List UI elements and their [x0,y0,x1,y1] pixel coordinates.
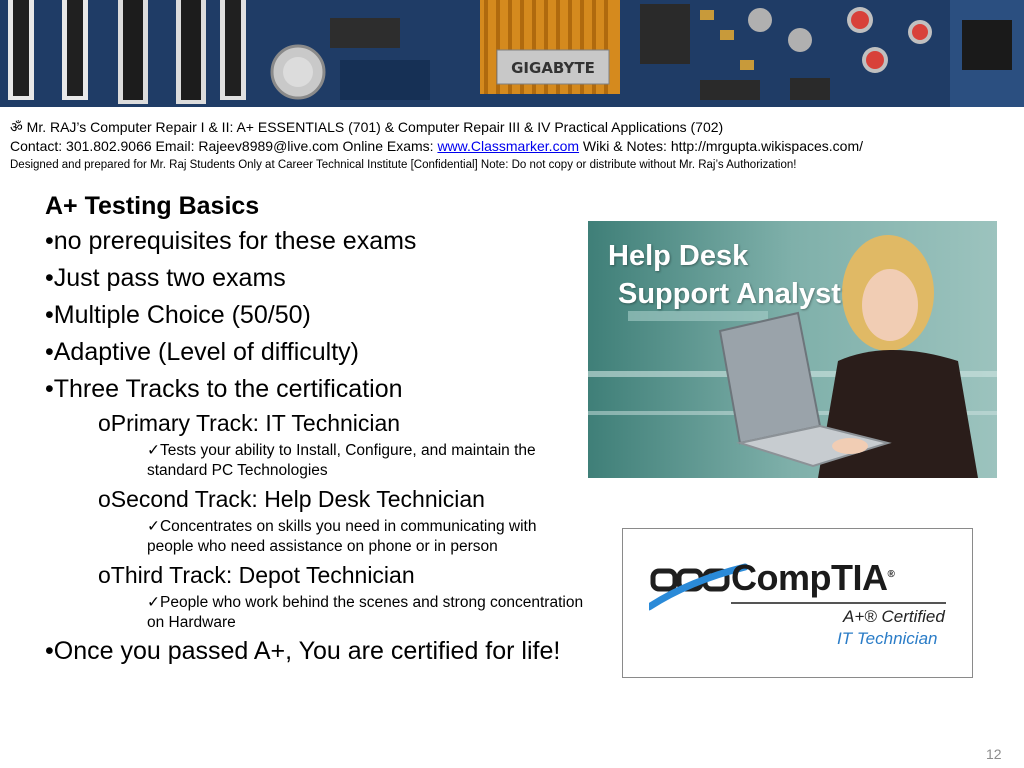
track-item: oSecond Track: Help Desk Technician [98,486,485,512]
registered-mark: ® [887,569,895,580]
course-header [10,118,1020,174]
help-desk-title-line1: Help Desk [608,240,749,272]
disclaimer-line: Designed and prepared for Mr. Raj Students Only at Career Technical Institute [Confidential] Note: Do not copy or distribute without Mr. Raj’s Authorization! [10,159,797,171]
logo-divider [731,602,946,604]
bullet-item: •no prerequisites for these exams [45,227,417,255]
track-item: oPrimary Track: IT Technician [98,410,401,436]
contact-line [10,137,1020,156]
bullet-item-final: •Once you passed A+, You are certified for life! [45,637,561,665]
comptia-logo-box [622,528,973,678]
bullet-item: •Multiple Choice (50/50) [45,301,311,329]
help-desk-title-line2: Support Analyst [618,278,841,310]
track-detail: ✓Concentrates on skills you need in communicating with people who need assistance on phone or in person [147,518,537,555]
track-detail: ✓Tests your ability to Install, Configure, and maintain the standard PC Technologies [147,442,536,479]
bullet-item: •Just pass two exams [45,264,286,292]
comptia-name [731,557,894,599]
cert-label: A+® Certified [843,607,945,626]
help-desk-title [608,237,841,313]
contact-text: Contact: 301.802.9066 Email: Rajeev8989@live.com Online Exams: [10,138,438,154]
classmarker-link[interactable]: www.Classmarker.com [437,138,580,154]
track-item: oThird Track: Depot Technician [98,562,415,588]
tech-label: IT Technician [837,629,938,648]
help-desk-photo [588,221,997,478]
bullet-item: •Adaptive (Level of difficulty) [45,338,360,366]
page-number: 12 [986,746,1002,762]
slide-title: A+ Testing Basics [45,192,260,220]
bullet-item: •Three Tracks to the certification [45,375,403,403]
motherboard-banner [0,0,1024,107]
gigabyte-logo-text: GIGABYTE [511,59,595,77]
course-title-line: ॐ Mr. RAJ’s Computer Repair I & II: A+ ESSENTIALS (701) & Computer Repair III & IV Practical Applications (702) [10,119,724,135]
motherboard-image [0,0,1024,107]
slide-content [45,190,585,667]
wiki-text: Wiki & Notes: http://mrgupta.wikispaces.com/ [579,138,864,154]
comptia-name-text: CompTIA [731,557,888,598]
track-detail: ✓People who work behind the scenes and strong concentration on Hardware [147,594,584,631]
